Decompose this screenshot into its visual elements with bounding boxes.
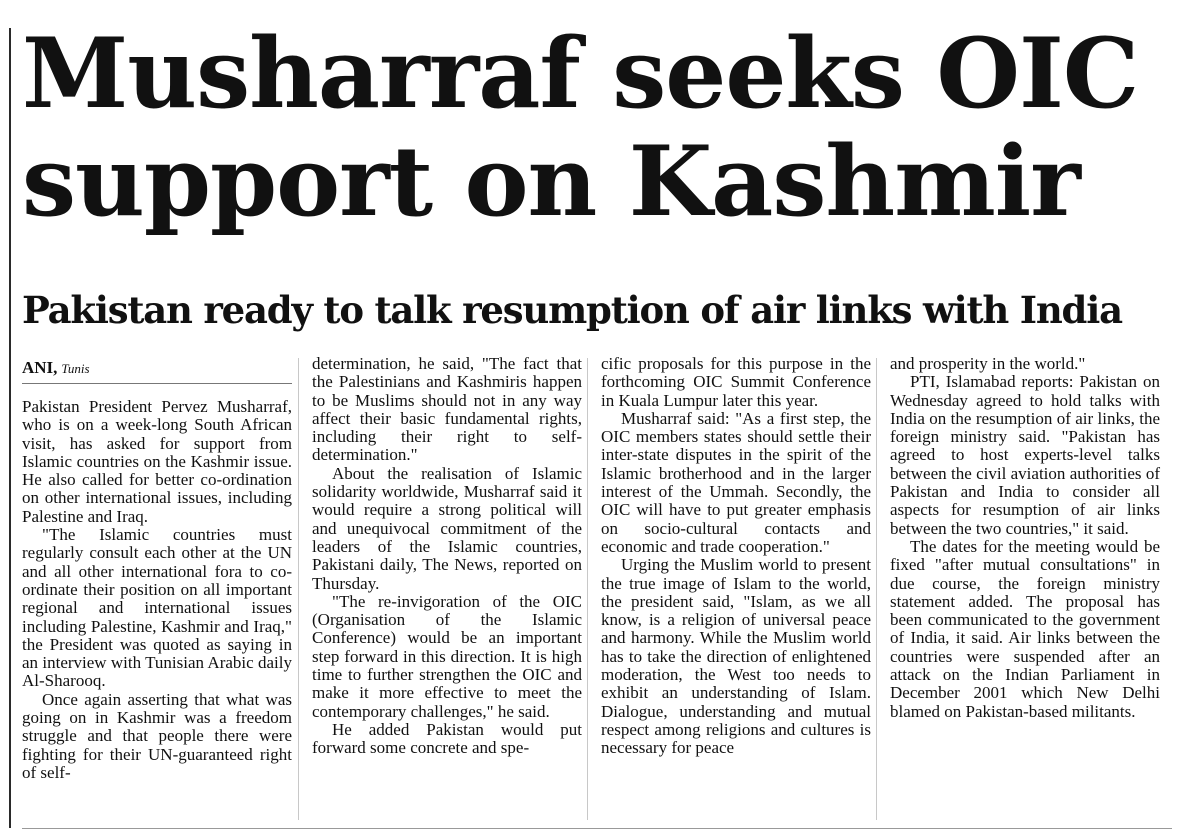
byline-agency: ANI, [22, 358, 58, 377]
article-column-3 [601, 355, 871, 758]
article-column-4 [890, 355, 1160, 721]
headline-line-1: Musharraf seeks OIC [22, 17, 1139, 130]
paragraph: cific proposals for this purpose in the forthcoming OIC Summit Conference in Kuala Lumpur later this year. [601, 354, 871, 410]
column-divider [876, 358, 877, 820]
article-column-1 [22, 357, 292, 782]
paragraph: He added Pakistan would put forward some concrete and spe- [312, 719, 582, 758]
paragraph: determination, he said, "The fact that the Palestinians and Kashmiris happen to be Muslims should not in any way affect their basic fundamental rights, including their right to self-determination." [312, 354, 582, 465]
paragraph: Once again asserting that what was going on in Kashmir was a freedom struggle and that people there were fighting for their UN-guaranteed right of self- [22, 689, 292, 782]
headline-line-2: support on Kashmir [22, 125, 1080, 238]
column-divider [298, 358, 299, 820]
paragraph: and prosperity in the world." [890, 354, 1086, 373]
byline [22, 357, 292, 384]
paragraph: The dates for the meeting would be fixed "after mutual consultations" in due course, the foreign ministry statement added. The proposal has been communicated to the government of India, it said. Air links between the countries were suspended after an attack on the Indian Parliament in December 2001 which New Delhi blamed on Pakistan-based militants. [890, 536, 1160, 721]
paragraph: Musharraf said: "As a first step, the OIC members states should settle their inter-state disputes in the spirit of the Islamic brotherhood and in the larger interest of the Ummah. Secondly, the OIC will have to put greater emphasis on socio-cultural contacts and economic and trade cooperation." [601, 408, 871, 556]
paragraph: "The re-invigoration of the OIC (Organisation of the Islamic Conference) would be an important step forward in this direction. It is high time to further strengthen the OIC and make it more effective to meet the contemporary challenges," he said. [312, 591, 582, 721]
column-rule-left [9, 28, 11, 828]
column-divider [587, 358, 588, 820]
paragraph: PTI, Islamabad reports: Pakistan on Wednesday agreed to hold talks with India on the resumption of air links, the foreign ministry said. "Pakistan has agreed to host experts-level talks between the civil aviation authorities of Pakistan and India to consider all aspects for resumption of air links between the two countries," it said. [890, 372, 1160, 538]
subheadline: Pakistan ready to talk resumption of air links with India [22, 288, 1122, 332]
headline [22, 17, 1172, 238]
paragraph: Pakistan President Pervez Musharraf, who is on a week-long South African visit, has asked for support from Islamic countries on the Kashmir issue. He also called for better co-ordination on other international issues, including Palestine and Iraq. [22, 397, 292, 526]
bottom-rule [22, 828, 1172, 829]
article-column-2 [312, 355, 582, 758]
byline-place: Tunis [61, 361, 90, 376]
paragraph: "The Islamic countries must regularly consult each other at the UN and all other international fora to co-ordinate their position on all important regional and international issues including Palestine, Kashmir and Iraq," the President was quoted as saying in an interview with Tunisian Arabic daily Al-Sharooq. [22, 525, 292, 691]
paragraph: Urging the Muslim world to present the true image of Islam to the world, the president said, "Islam, as we all know, is a religion of universal peace and harmony. While the Muslim world has to take the direction of enlightened moderation, the West too needs to exhibit an understanding of Islam. Dialogue, understanding and mutual respect among religions and cultures is necessary for peace [601, 555, 871, 758]
paragraph: About the realisation of Islamic solidarity worldwide, Musharraf said it would require a strong political will and unequivocal commitment of the leaders of the Islamic countries, Pakistani daily, The News, reported on Thursday. [312, 463, 582, 593]
